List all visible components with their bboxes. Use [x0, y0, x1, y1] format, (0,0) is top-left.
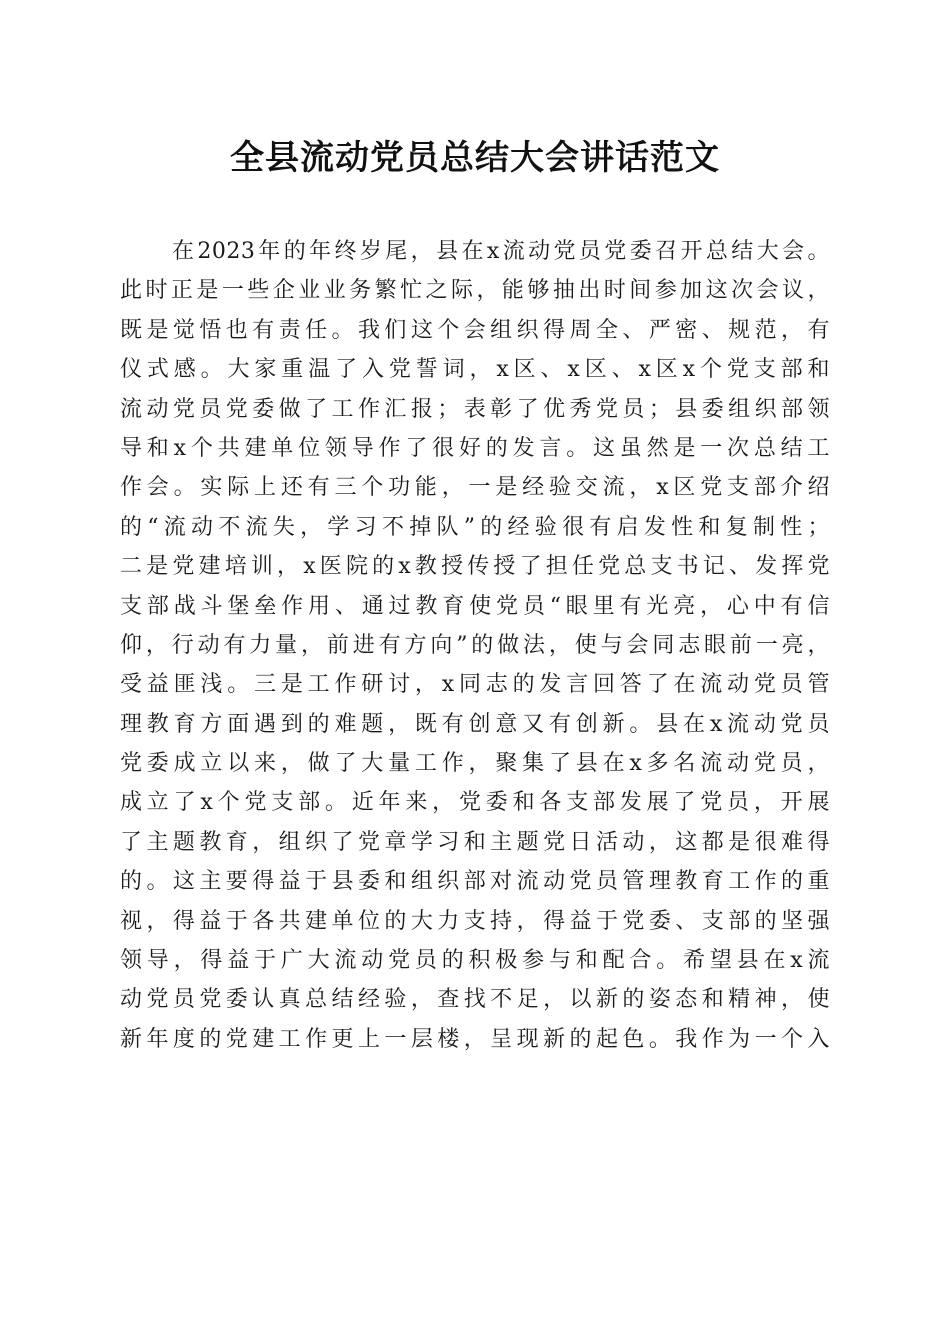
document-title: 全县流动党员总结大会讲话范文	[230, 138, 720, 178]
body-line: 视，得益于各共建单位的大力支持，得益于党委、支部的坚强	[120, 908, 830, 934]
body-line: 领导，得益于广大流动党员的积极参与和配合。希望县在x流	[120, 948, 830, 974]
body-line: 理教育方面遇到的难题，既有创意又有创新。县在x流动党员	[120, 711, 830, 737]
body-line: 流动党员党委做了工作汇报；表彰了优秀党员；县委组织部领	[120, 396, 830, 422]
body-line: 新年度的党建工作更上一层楼，呈现新的起色。我作为一个入	[120, 1026, 830, 1052]
body-line: 受益匪浅。三是工作研讨，x同志的发言回答了在流动党员管	[120, 672, 830, 698]
document-body	[120, 232, 830, 1059]
body-line: 的。这主要得益于县委和组织部对流动党员管理教育工作的重	[120, 869, 830, 895]
body-line: 仪式感。大家重温了入党誓词，x区、x区、x区x个党支部和	[120, 357, 830, 383]
body-line: 此时正是一些企业业务繁忙之际，能够抽出时间参加这次会议，	[120, 278, 830, 304]
body-line: 在2023年的年终岁尾，县在x流动党员党委召开总结大会。	[172, 239, 830, 264]
body-line: 既是觉悟也有责任。我们这个会组织得周全、严密、规范，有	[120, 317, 830, 343]
body-line: 动党员党委认真总结经验，查找不足，以新的姿态和精神，使	[120, 987, 830, 1013]
body-line: 的“流动不流失，学习不掉队”的经验很有启发性和复制性；	[120, 514, 830, 540]
body-line: 导和x个共建单位领导作了很好的发言。这虽然是一次总结工	[120, 435, 830, 461]
body-line: 作会。实际上还有三个功能，一是经验交流，x区党支部介绍	[120, 475, 830, 501]
body-line: 党委成立以来，做了大量工作，聚集了县在x多名流动党员，	[120, 751, 830, 777]
body-line: 成立了x个党支部。近年来，党委和各支部发展了党员，开展	[120, 790, 830, 816]
body-line: 仰，行动有力量，前进有方向”的做法，使与会同志眼前一亮，	[120, 632, 830, 658]
body-line: 支部战斗堡垒作用、通过教育使党员“眼里有光亮，心中有信	[120, 593, 830, 619]
body-line: 了主题教育，组织了党章学习和主题党日活动，这都是很难得	[120, 829, 830, 855]
body-line: 二是党建培训，x医院的x教授传授了担任党总支书记、发挥党	[120, 554, 830, 580]
